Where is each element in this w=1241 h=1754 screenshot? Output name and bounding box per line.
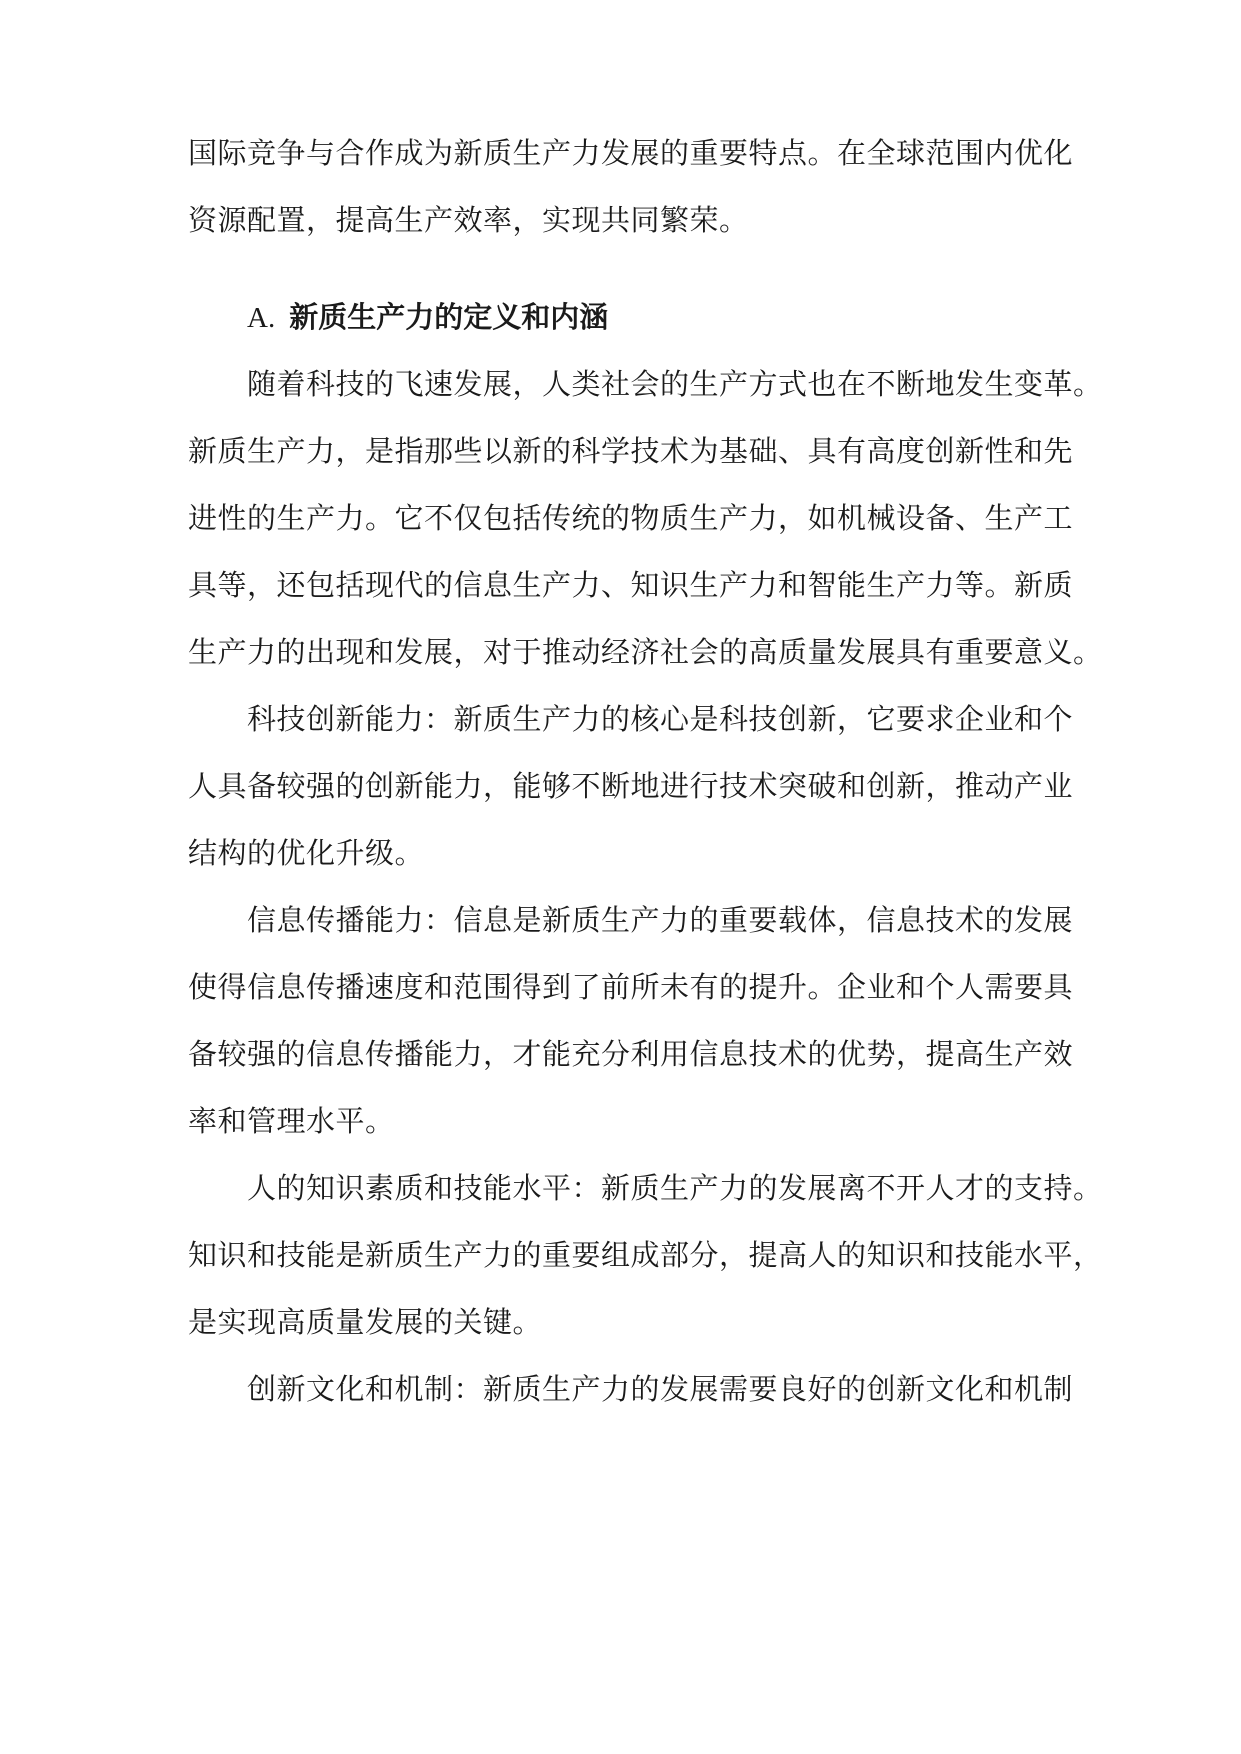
innovation-line-3: 结构的优化升级。 (188, 836, 425, 870)
information-line-1: 信息传播能力：信息是新质生产力的重要载体，信息技术的发展 (247, 903, 1074, 937)
section-heading (247, 297, 608, 338)
information-line-2: 使得信息传播速度和范围得到了前所未有的提升。企业和个人需要具 (188, 970, 1074, 1004)
section-title: 新质生产力的定义和内涵 (289, 300, 609, 334)
culture-line-1: 创新文化和机制：新质生产力的发展需要良好的创新文化和机制 (247, 1372, 1074, 1406)
definition-line-4: 具等，还包括现代的信息生产力、知识生产力和智能生产力等。新质 (188, 568, 1074, 602)
definition-line-5: 生产力的出现和发展，对于推动经济社会的高质量发展具有重要意义。 (188, 635, 1103, 669)
section-marker: A. (247, 302, 276, 334)
knowledge-line-1: 人的知识素质和技能水平：新质生产力的发展离不开人才的支持。 (247, 1171, 1103, 1205)
definition-line-2: 新质生产力，是指那些以新的科学技术为基础、具有高度创新性和先 (188, 434, 1074, 468)
definition-line-1: 随着科技的飞速发展，人类社会的生产方式也在不断地发生变革。 (247, 367, 1103, 401)
innovation-line-1: 科技创新能力：新质生产力的核心是科技创新，它要求企业和个 (247, 702, 1074, 736)
innovation-line-2: 人具备较强的创新能力，能够不断地进行技术突破和创新，推动产业 (188, 769, 1074, 803)
definition-line-3: 进性的生产力。它不仅包括传统的物质生产力，如机械设备、生产工 (188, 501, 1074, 535)
knowledge-line-2: 知识和技能是新质生产力的重要组成部分，提高人的知识和技能水平， (188, 1238, 1103, 1272)
intro-line-1: 国际竞争与合作成为新质生产力发展的重要特点。在全球范围内优化 (188, 136, 1074, 170)
information-line-3: 备较强的信息传播能力，才能充分利用信息技术的优势，提高生产效 (188, 1037, 1074, 1071)
information-line-4: 率和管理水平。 (188, 1104, 395, 1138)
intro-line-2: 资源配置，提高生产效率，实现共同繁荣。 (188, 203, 749, 237)
knowledge-line-3: 是实现高质量发展的关键。 (188, 1305, 543, 1339)
